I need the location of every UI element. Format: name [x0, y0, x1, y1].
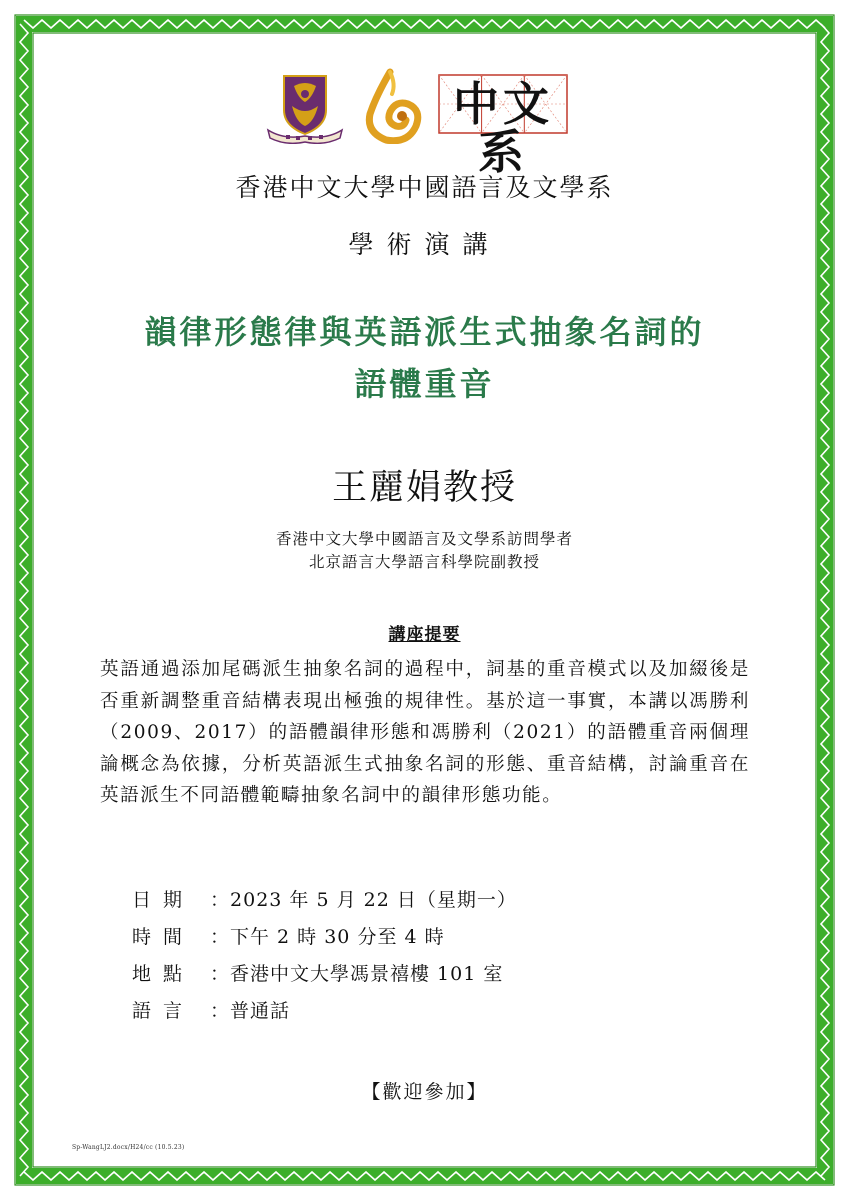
- abstract-heading: 講座提要: [388, 625, 461, 645]
- detail-label: 時間: [132, 926, 195, 948]
- detail-time: 時間 ：下午 2 時 30 分至 4 時: [132, 919, 517, 956]
- department-logo: [438, 74, 568, 179]
- detail-label: 日期: [132, 889, 195, 911]
- department-name: 香港中文大學中國語言及文學系: [235, 173, 614, 202]
- detail-label: 地點: [132, 963, 195, 985]
- cuhk-seal-icon: [264, 72, 346, 144]
- welcome-text: 【歡迎參加】: [361, 1081, 488, 1103]
- detail-value: 下午 2 時 30 分至 4 時: [230, 926, 445, 948]
- speaker-name: 王麗娟教授: [331, 468, 517, 508]
- detail-value: 2023 年 5 月 22 日（星期一）: [230, 889, 517, 911]
- detail-value: 普通話: [230, 1000, 291, 1022]
- lecture-title-line1: 韻律形態律與英語派生式抽象名詞的: [144, 313, 705, 351]
- detail-date: 日期 ：2023 年 5 月 22 日（星期一）: [132, 882, 517, 919]
- logo-row: [42, 66, 807, 179]
- abstract-text: 英語通過添加尾碼派生抽象名詞的過程中，詞基的重音模式以及加綴後是否重新調整重音結構表現出極強的規律性。基於這一事實，本講以馮勝利（2009、2017）的語體韻律形態和馮勝利（2021）的語體重音兩個理論概念為依據，分析英語派生式抽象名詞的形態、重音結構，討論重音在英語派生不同語體範疇抽象名詞中的韻律形態功能。: [100, 659, 750, 806]
- department-logo-text: 中文系: [453, 77, 553, 179]
- lecture-title: [42, 306, 807, 410]
- poster: [42, 42, 807, 1158]
- phoenix-logo-icon: [356, 66, 426, 144]
- detail-label: 語言: [132, 1000, 195, 1022]
- detail-language: 語言 ：普通話: [132, 993, 517, 1030]
- speaker-affiliations: [42, 528, 807, 574]
- event-details: [132, 882, 517, 1030]
- document-footnote: Sp-WangLJ2.docx/H24/cc (10.5.23): [72, 1144, 185, 1151]
- detail-value: 香港中文大學馮景禧樓 101 室: [230, 963, 504, 985]
- lecture-title-line2: 語體重音: [354, 365, 495, 403]
- event-type: 學術演講: [348, 230, 501, 259]
- detail-venue: 地點 ：香港中文大學馮景禧樓 101 室: [132, 956, 517, 993]
- speaker-affiliation-2: 北京語言大學語言科學院副教授: [308, 553, 540, 571]
- speaker-affiliation-1: 香港中文大學中國語言及文學系訪問學者: [275, 530, 573, 548]
